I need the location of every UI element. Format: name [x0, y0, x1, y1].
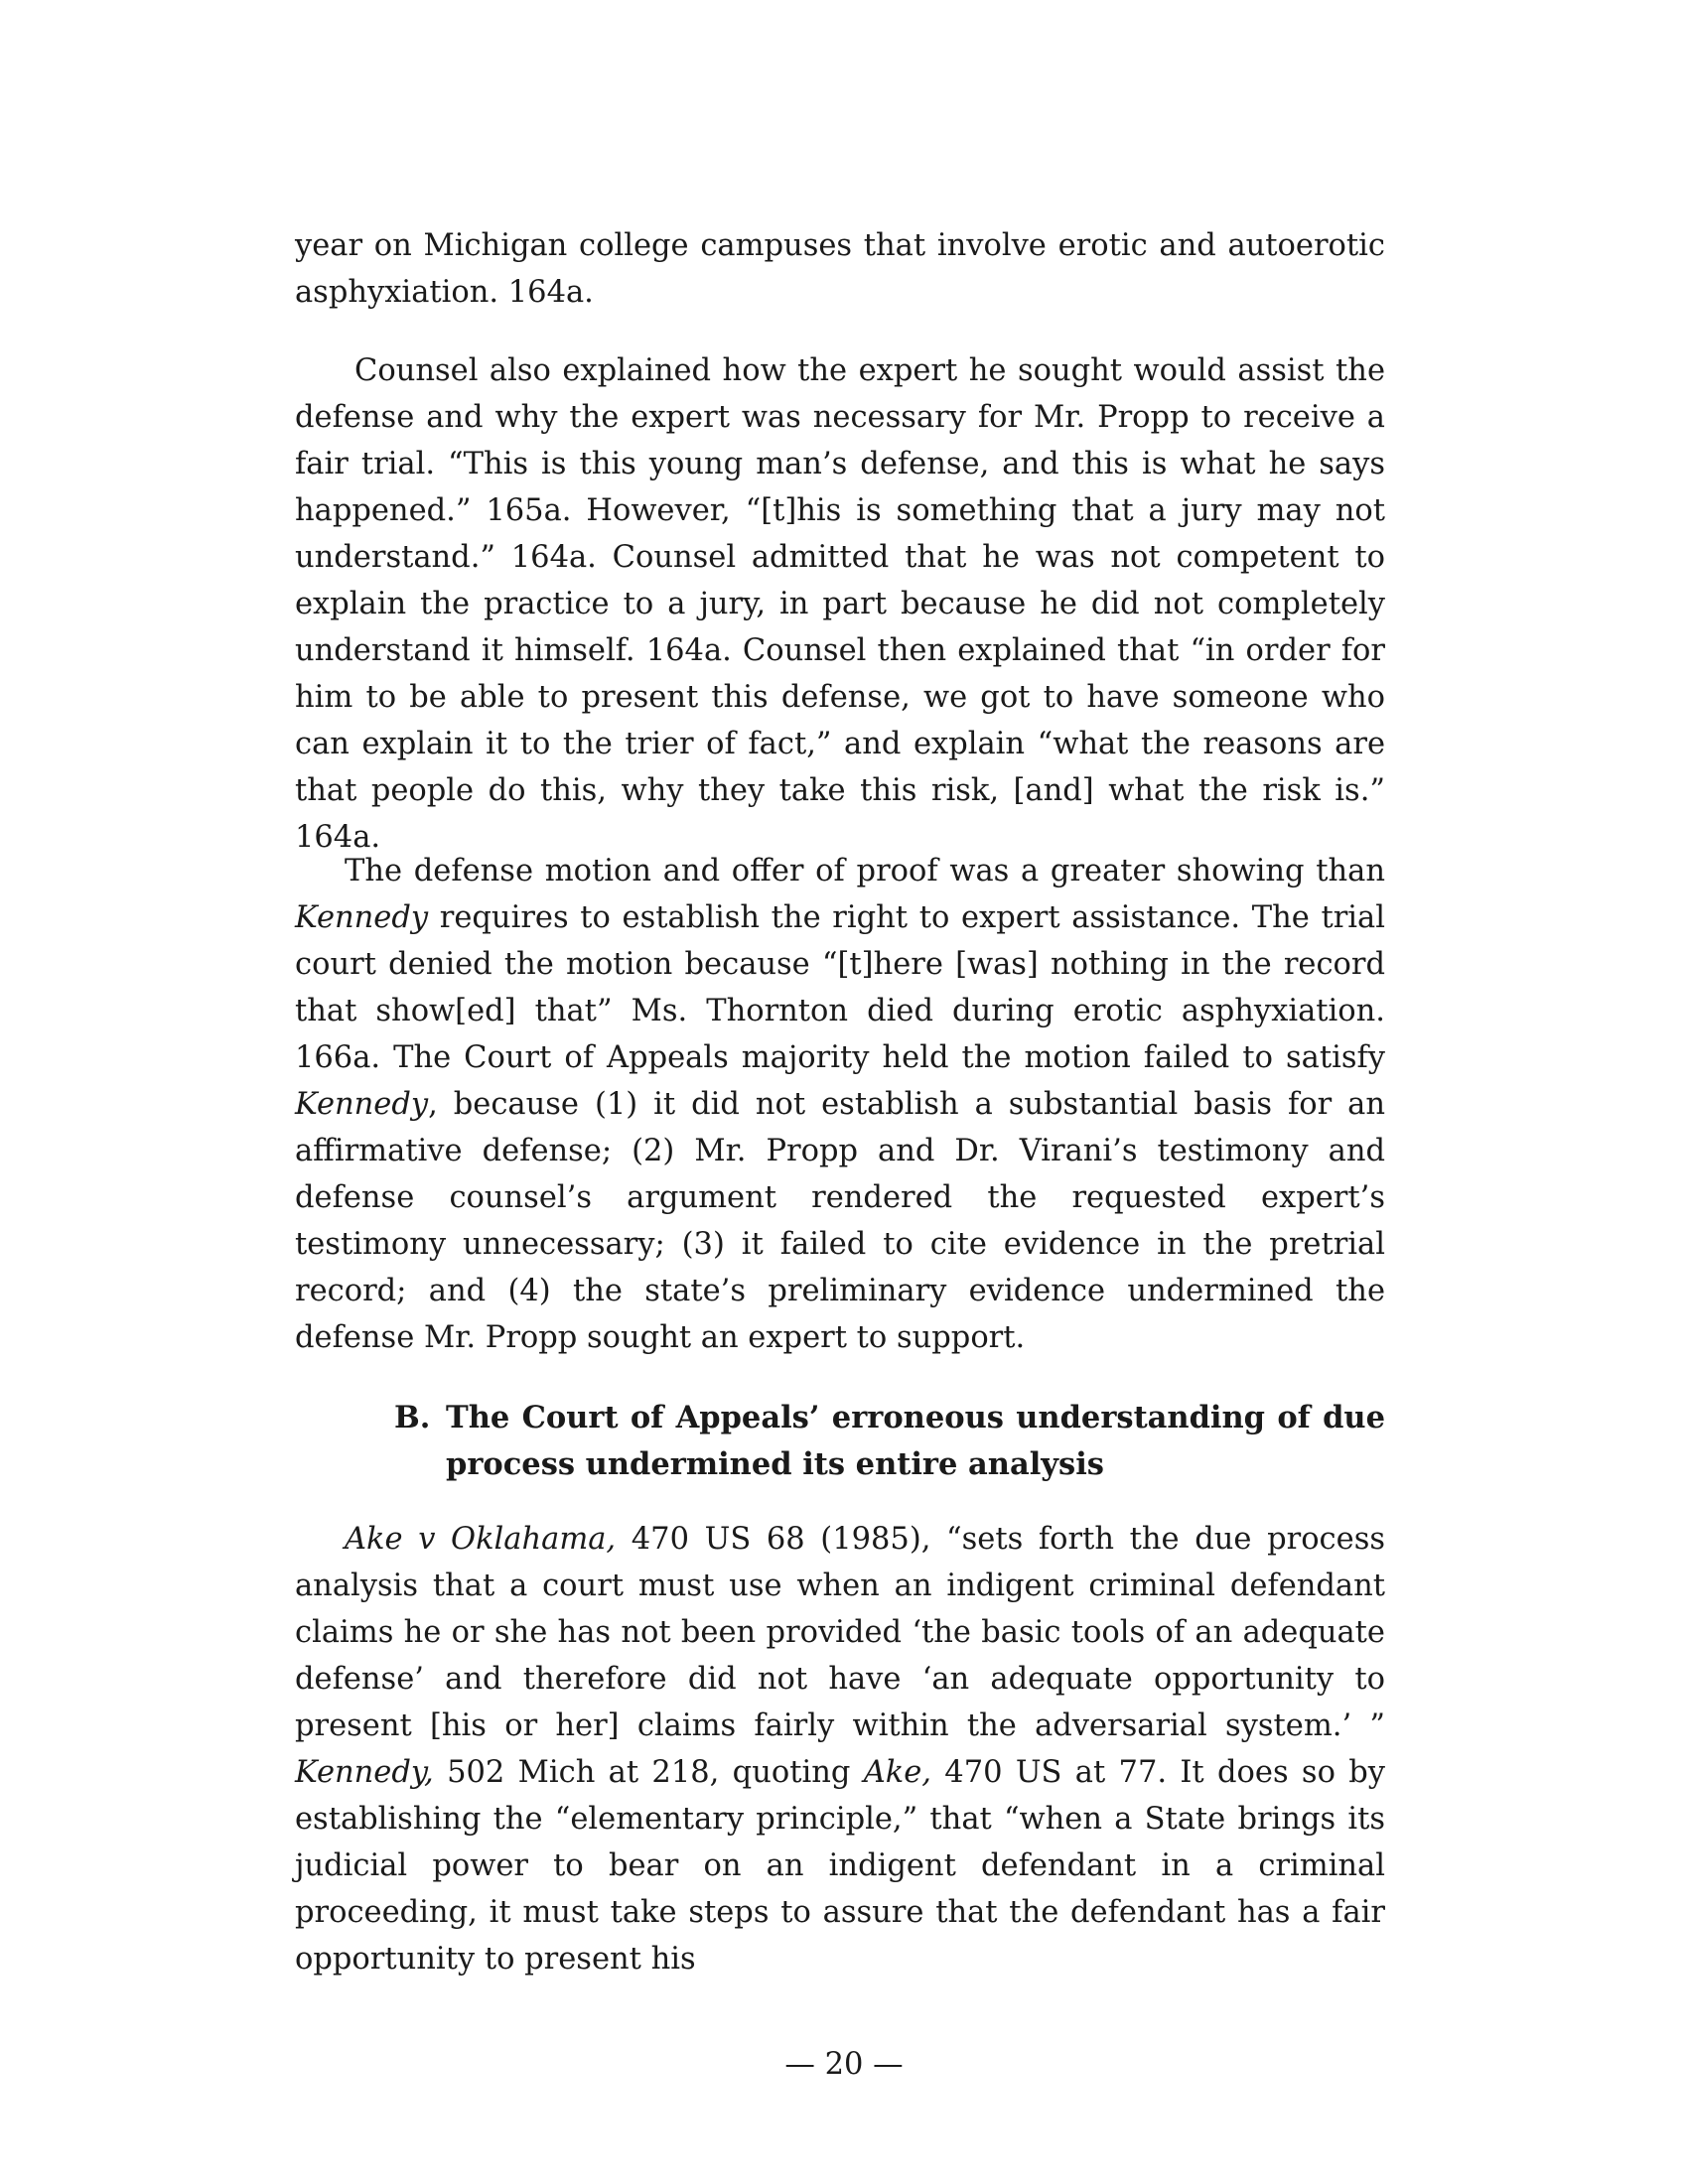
section-letter: B. [394, 1400, 431, 1435]
p4-text-2: 502 Mich at 218, quoting [433, 1755, 864, 1790]
case-name-kennedy: Kennedy, [295, 1755, 434, 1790]
paragraph-counsel-explanation: Counsel also explained how the expert he sought would assist the defense and why the expert was necessary for Mr. Propp to receive a fair trial. “This is this young man’s defense, and this is what he says happened.” 165a. However, “[t]his is something that a jury may not understand.” 164a. Counsel admitted that he was not competent to explain the practice to a jury, in part because he did not completely understand it himself. 164a. Counsel then explained that “in order for him to be able to present this defense, we got to have someone who can explain it to the trier of fact,” and explain “what the reasons are that people do this, why they take this risk, [and] what the risk is.” 164a. [295, 353, 1385, 855]
p4-text-3: 470 US at 77. It does so by establishing the “elementary principle,” that “when a State brings its judicial power to bear on an indigent defendant in a criminal proceeding, it must take steps to assure that the defendant has a fair opportunity to present his [295, 1755, 1386, 1977]
p3-text-1: requires to establish the right to expert assistance. The trial court denied the motion because “[t]here [was] nothing in the record that show[ed] that” Ms. Thornton died during erotic asphyxiation. 166a. The Court of Appeals majority held the motion failed to satisfy [295, 900, 1385, 1075]
p3-text-2: , because (1) it did not establish a substantial basis for an affirmative defense; (2) Mr. Propp and Dr. Virani’s testimony and defense counsel’s argument rendered the requested expert’s testimony unnecessary; (3) it failed to cite evidence in the pretrial record; and (4) the state’s preliminary evidence undermined the defense Mr. Propp sought an expert to support. [295, 1087, 1385, 1355]
p3-lead: The defense motion and offer of proof was a greater showing than [345, 854, 1385, 888]
case-name-ake: Ake, [863, 1755, 931, 1790]
p4-text-1: 470 US 68 (1985), “sets forth the due process analysis that a court must use when an indigent criminal defendant claims he or she has not been provided ‘the basic tools of an adequate defense’ and therefore did not have ‘an adequate opportunity to present [his or her] claims fairly within the adversarial system.’ ” [295, 1522, 1385, 1743]
page-number: — 20 — [784, 2047, 904, 2082]
paragraph-ake-analysis [295, 1516, 1385, 1982]
section-heading [394, 1395, 1385, 1488]
case-name-kennedy: Kennedy [295, 900, 429, 935]
paragraph-continuation: year on Michigan college campuses that involve erotic and autoerotic asphyxiation. 164a. [295, 228, 1385, 310]
case-name-ake-v-oklahama: Ake v Oklahama, [345, 1522, 617, 1557]
case-name-kennedy: Kennedy [295, 1087, 429, 1122]
section-title: The Court of Appeals’ erroneous understanding of due process undermined its entire analysis [446, 1400, 1385, 1482]
paragraph-defense-motion [295, 848, 1385, 1361]
